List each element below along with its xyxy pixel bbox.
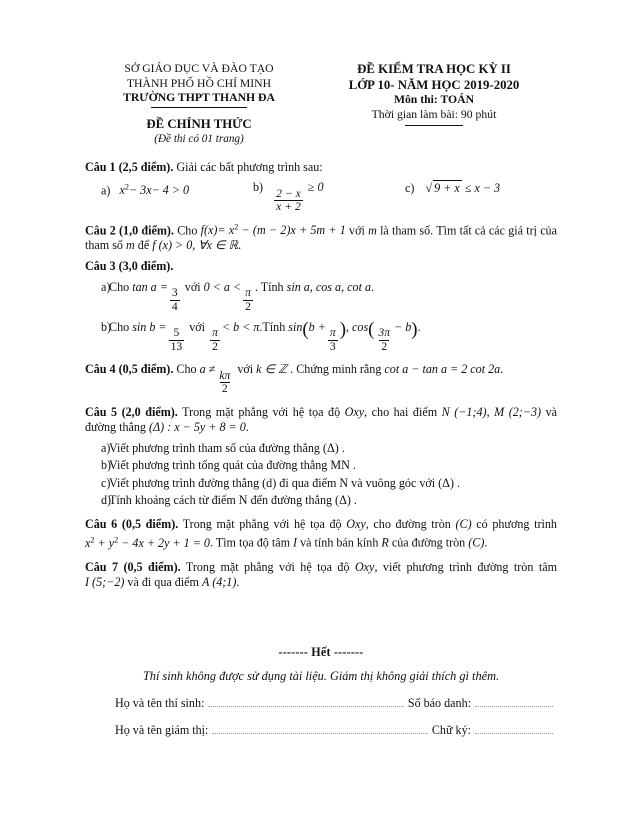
question-2-param-2: m: [126, 237, 135, 252]
question-6-text-6: của đường tròn: [391, 535, 466, 550]
question-1-b-fraction: $\frac{2 - x}{x + 2}$: [276, 186, 301, 214]
question-1-a-marker: a): [101, 183, 111, 198]
department-line-2: THÀNH PHỐ HỒ CHÍ MINH: [126, 76, 272, 90]
question-6-text-5: và tính bán kính: [300, 535, 379, 550]
question-5-text-2: , cho hai điểm: [364, 404, 438, 419]
question-5-line-delta: (Δ) : x − 5y + 8 = 0: [149, 419, 246, 434]
question-1-b-relation: ≥ 0: [307, 180, 324, 194]
question-7-text-1: Trong mặt phẳng với hệ tọa độ: [185, 559, 350, 574]
official-exam-label: ĐỀ CHÍNH THỨC: [146, 116, 252, 131]
exam-title-line-1: ĐỀ KIỂM TRA HỌC KỲ II: [357, 62, 511, 76]
question-3-stem: [85, 259, 557, 274]
question-3-part-a: [85, 280, 557, 314]
question-3-part-b: [85, 320, 557, 354]
question-2-text-1: Cho: [177, 222, 198, 237]
proctor-name-field[interactable]: [212, 733, 427, 734]
question-3-a-body: Cho tan a = $\frac{3}{4}$ với 0 < a < $\frac{\pi}{2}$ . Tính sin a, cos a, cot a.: [109, 279, 375, 313]
candidate-number-field[interactable]: [475, 706, 553, 707]
question-2-text-3: là tham số. Tìm tất cả các giá trị của tham số: [85, 222, 557, 252]
question-1-c-relation: ≤ x − 3: [464, 181, 501, 195]
question-5-b-marker: b): [101, 458, 112, 473]
question-5-coord-system: Oxy: [344, 404, 365, 419]
question-1-part-c: [405, 180, 557, 214]
question-2: [85, 220, 557, 253]
question-6-period: .: [484, 535, 488, 550]
question-1-part-a: [85, 180, 253, 214]
header-left-spacer: [85, 108, 313, 117]
question-5-a-text: Viết phương trình tham số của đường thẳng (Δ) .: [109, 440, 345, 455]
question-2-condition: f (x) > 0, ∀x ∈ ℝ: [152, 237, 239, 252]
question-6-label: Câu 6 (0,5 điểm).: [85, 517, 179, 532]
question-1-text: Giải các bất phương trình sau:: [176, 160, 323, 174]
question-5-stem: [85, 405, 557, 435]
question-5-point-m: M (2;−3): [494, 404, 542, 419]
question-4-fraction: $\frac{k\pi}{2}$: [219, 368, 231, 396]
list-item: [85, 458, 557, 473]
question-4-text-2: với: [237, 362, 254, 377]
question-2-period: .: [238, 237, 242, 252]
duration-line: Thời gian làm bài: 90 phút: [371, 107, 497, 121]
list-item: [85, 476, 557, 491]
question-6-text-2: , cho đường tròn: [365, 517, 451, 532]
candidate-name-label: Họ và tên thí sinh:: [115, 696, 205, 710]
question-4-identity: cot a − tan a = 2 cot 2a: [384, 362, 501, 377]
question-7-stem: [85, 560, 557, 590]
question-5-parts: [85, 441, 557, 509]
question-1-c-radical: √ 9 + x: [425, 181, 460, 195]
question-5-d-marker: d): [101, 493, 112, 508]
question-5-text-1: Trong mặt phẳng với hệ tọa độ: [182, 404, 341, 419]
proctor-name-label: Họ và tên giám thị:: [115, 723, 209, 737]
question-1-label: Câu 1 (2,5 điểm).: [85, 160, 174, 174]
question-1-part-b: [253, 180, 405, 214]
question-6-radius-label: R: [381, 535, 389, 550]
exam-title-line-2: LỚP 10- NĂM HỌC 2019-2020: [348, 77, 520, 92]
question-2-text-2: với: [349, 222, 365, 237]
question-1-b-marker: b): [253, 180, 264, 194]
question-7-point-a: A (4;1): [202, 574, 237, 589]
document-footer: [85, 645, 557, 738]
question-3: [85, 259, 557, 353]
question-2-function: $f(x)= x^2 - (m - 2)x + 5m + 1$: [200, 222, 346, 237]
question-4-period: .: [500, 362, 504, 377]
question-7: [85, 560, 557, 590]
question-6-circle-name-2: (C): [468, 535, 485, 550]
question-7-center-point: I (5;−2): [85, 574, 125, 589]
signature-label: Chữ ký:: [431, 723, 471, 737]
header-left-block: [85, 62, 313, 146]
question-6-text-1: Trong mặt phẳng với hệ tọa độ: [182, 517, 342, 532]
question-2-param-1: m: [368, 222, 377, 237]
question-5-comma: ,: [486, 404, 490, 419]
question-7-coord-system: Oxy: [354, 559, 375, 574]
question-4: [85, 362, 557, 396]
question-4-label: Câu 4 (0,5 điểm).: [85, 362, 174, 377]
question-3-parts: [85, 280, 557, 353]
question-6: [85, 517, 557, 550]
question-2-label: Câu 2 (1,0 điểm).: [85, 222, 174, 237]
question-5-c-text: Viết phương trình đường thẳng (d) đi qua điểm N và vuông góc với (Δ) .: [109, 475, 461, 490]
question-6-coord-system: Oxy: [346, 517, 366, 532]
question-6-equation: $x^2 + y^2 - 4x + 2y + 1 = 0$: [85, 535, 210, 550]
page-count-note: (Đề thi có 01 trang): [154, 133, 244, 146]
question-3-label: Câu 3 (3,0 điểm).: [85, 258, 174, 273]
question-6-text-3: có phương trình: [476, 517, 557, 532]
question-5-b-text: Viết phương trình tổng quát của đường thẳng MN .: [109, 458, 356, 473]
question-5: [85, 405, 557, 509]
candidate-info-row: [85, 696, 557, 711]
question-7-text-3: và đi qua điểm: [127, 574, 199, 589]
question-7-text-2: , viết phương trình đường tròn tâm: [374, 559, 557, 574]
question-3-a-marker: a): [101, 279, 111, 294]
question-6-center-label: I: [293, 535, 298, 550]
question-5-d-text: Tính khoảng cách từ điểm N đến đường thẳng (Δ) .: [109, 493, 357, 508]
question-4-text-1: Cho: [176, 362, 197, 377]
question-1: [85, 160, 557, 214]
question-7-period: .: [236, 574, 240, 589]
candidate-number-label: Số báo danh:: [407, 696, 471, 710]
question-5-text-3: và đường thẳng: [85, 404, 557, 434]
exam-body: [85, 160, 557, 593]
exam-instruction-note: Thí sinh không được sử dụng tài liệu. Giám thị không giải thích gì thêm.: [142, 669, 500, 683]
question-1-parts: [85, 180, 557, 214]
candidate-name-field[interactable]: [208, 706, 403, 707]
department-line-1: SỞ GIÁO DỤC VÀ ĐÀO TẠO: [124, 62, 274, 75]
question-3-b-body: Cho sin b = $\frac{5}{13}$ với $\frac{\pi}{2}$ < b < π.Tính sin(b + $\frac{\pi}{3}$ ), cos( $\frac{3\pi}{2}$ − b).: [109, 318, 421, 353]
question-6-circle-name: (C): [455, 517, 472, 532]
subject-line: Môn thi: TOÁN: [393, 93, 475, 107]
question-4-domain: k ∈ ℤ: [256, 362, 288, 377]
end-marker: ------- Hết -------: [278, 645, 364, 659]
question-5-a-marker: a): [101, 440, 111, 455]
list-item: [85, 493, 557, 508]
question-1-stem: [85, 160, 557, 175]
question-5-period: .: [245, 419, 249, 434]
question-1-a-expression: $x^2- 3x- 4 > 0$: [119, 183, 190, 198]
signature-field[interactable]: [475, 733, 553, 734]
question-6-stem: [85, 517, 557, 550]
document-header: [85, 62, 555, 146]
question-5-label: Câu 5 (2,0 điểm).: [85, 404, 178, 419]
question-6-text-4: . Tìm tọa độ tâm: [209, 535, 291, 550]
question-2-stem: [85, 220, 557, 253]
question-7-label: Câu 7 (0,5 điểm).: [85, 559, 181, 574]
question-2-text-4: để: [137, 237, 150, 252]
school-name: TRƯỜNG THPT THANH ĐA: [123, 91, 275, 105]
header-right-block: [313, 62, 555, 126]
question-3-b-marker: b): [101, 319, 112, 334]
question-5-point-n: N (−1;4): [441, 404, 487, 419]
question-4-stem: [85, 362, 557, 396]
question-5-c-marker: c): [101, 475, 111, 490]
duration-underline: [313, 122, 555, 126]
question-4-text-3: . Chứng minh rằng: [290, 362, 382, 377]
question-4-relation: a ≠: [199, 362, 216, 377]
question-1-c-marker: c): [405, 181, 415, 195]
proctor-info-row: [85, 723, 557, 738]
list-item: [85, 441, 557, 456]
